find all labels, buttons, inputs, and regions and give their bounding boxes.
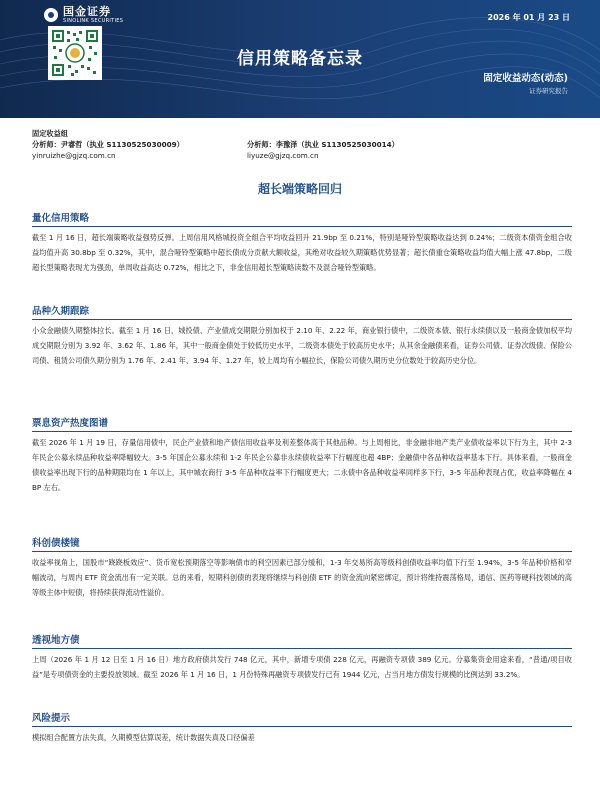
- brand-logo: [44, 6, 123, 24]
- section-body: 收益率视角上，国股市“跷跷板效应”、货币宽松预期落空等影响债市的利空因素已部分缓和，1-3 年交易所高等级科创债收益率均值下行至 1.94%，3-5 年品种价格和窄幅波动，与周内 ETF 资金流出有一定关联。总的来看，短期科创债的表现将继续与科创债 ETF 的资金流向紧密绑定，预计将维持震荡格局，通信、医药等硬科技领域的高等级主体中短债，将持续获得流动性溢价。: [32, 558, 572, 597]
- section-quant-credit: [32, 210, 572, 275]
- report-title: 信用策略备忘录: [237, 49, 363, 69]
- section-body: 截至 1 月 16 日，超长端策略收益强势反弹。上周信用风格城投资全组合平均收益回升 21.9bp 至 0.21%，特别是哑铃型策略收益达到 0.24%；二级资本债资金组合收益均值升高 30.8bp 至 0.32%，其中，混合哑铃型策略中超长债成分贡献大额收益，其绝对收益较久期策略优势显著；超长债重仓策略收益均值大幅上涨 47.8bp，二级超长型策略表现尤为强劲，单周收益高达 0.72%，相比之下，非金信用超长型策略读数不及混合哑铃型策略。: [32, 233, 572, 272]
- section-body: 小众金融债久期整体拉长。截至 1 月 16 日，城投债、产业债成交期限分别加权于 2.10 年、2.22 年，商业银行债中，二级资本债、银行永续债以及一般商金债加权平均成交期限分别为 3.92 年、3.62 年、1.86 年，其中一般商金债处于较低历史水平，二级资本债处于较高历史水平；从其余金融债来看，证券公司债、证券次级债、保险公司债、租赁公司债久期分别为 1.76 年、2.41 年、3.94 年、1.27 年，较上周均有小幅拉长，保险公司债久期历史分位数处于较高历史分位。: [32, 326, 572, 365]
- section-heading: 票息资产热度图谱: [32, 415, 572, 432]
- section-heading: 风险提示: [32, 710, 572, 727]
- report-type: 固定收益动态(动态): [483, 73, 568, 84]
- analyst-group: 固定收益组: [32, 129, 68, 138]
- brand-name-cn: 国金证券: [63, 5, 111, 18]
- section-body: 上周（2026 年 1 月 12 日至 1 月 16 日）地方政府债共发行 748 亿元，其中，新增专项债 228 亿元，再融资专项债 389 亿元。分募集资金用途来看，“普通/项目收益”是专项债资金的主要投放领域。截至 2026 年 1 月 16 日，1 月份特殊再融资专项债发行已有 1944 亿元，占当月地方债发行规模的比例达到 33.2%。: [32, 655, 572, 679]
- section-body: 模拟组合配置方法失真，久期模型估算误差，统计数据失真及口径偏差: [32, 733, 255, 742]
- analyst-block: [32, 128, 572, 161]
- section-tech-bonds: [32, 535, 572, 600]
- report-category: 证券研究报告: [529, 87, 568, 95]
- section-heading: 透视地方债: [32, 632, 572, 649]
- document-title: 超长端策略回归: [257, 182, 342, 196]
- analyst-1-line: 分析师：尹睿哲（执业 S1130525030009）: [32, 140, 184, 149]
- section-heading: 量化信用策略: [32, 210, 572, 227]
- section-local-bonds: [32, 632, 572, 682]
- brand-name-en: SINOLINK SECURITIES: [63, 18, 124, 24]
- section-body: 截至 2026 年 1 月 19 日，存量信用债中，民企产业债和地产债信用收益率及利差整体高于其他品种。与上周相比，非金融非地产类产业债收益率以下行为主，其中 2-3 年民企公募永续品种收益率降幅较大。3-5 年国企公募永续和 1-2 年民企公募非永续债收益率下行幅度也超 4BP；金融债中各品种收益率基本下行。具体来看，一般商金债收益率出现下行的品种期限均在 1 年以上，其中城农商行 3-5 年品种收益率下行幅度更大；二永债中各品种收益率同样多下行，3-5 年品种表现占优，收益率降幅在 4BP 左右。: [32, 438, 572, 492]
- section-heading: 品种久期跟踪: [32, 303, 572, 320]
- analyst-1-email[interactable]: yinruizhe@gjzq.com.cn: [32, 151, 116, 160]
- section-heading: 科创债楼镜: [32, 535, 572, 552]
- header-banner: [0, 0, 600, 118]
- section-risk-warning: [32, 710, 572, 745]
- brand-logo-icon: [44, 8, 58, 22]
- section-coupon-heatmap: [32, 415, 572, 495]
- report-date: 2026 年 01 月 23 日: [487, 13, 570, 22]
- analyst-2-email[interactable]: liyuze@gjzq.com.cn: [247, 151, 319, 160]
- section-duration-tracking: [32, 303, 572, 368]
- analyst-2-line: 分析师：李豫泽（执业 S1130525030014）: [247, 140, 399, 149]
